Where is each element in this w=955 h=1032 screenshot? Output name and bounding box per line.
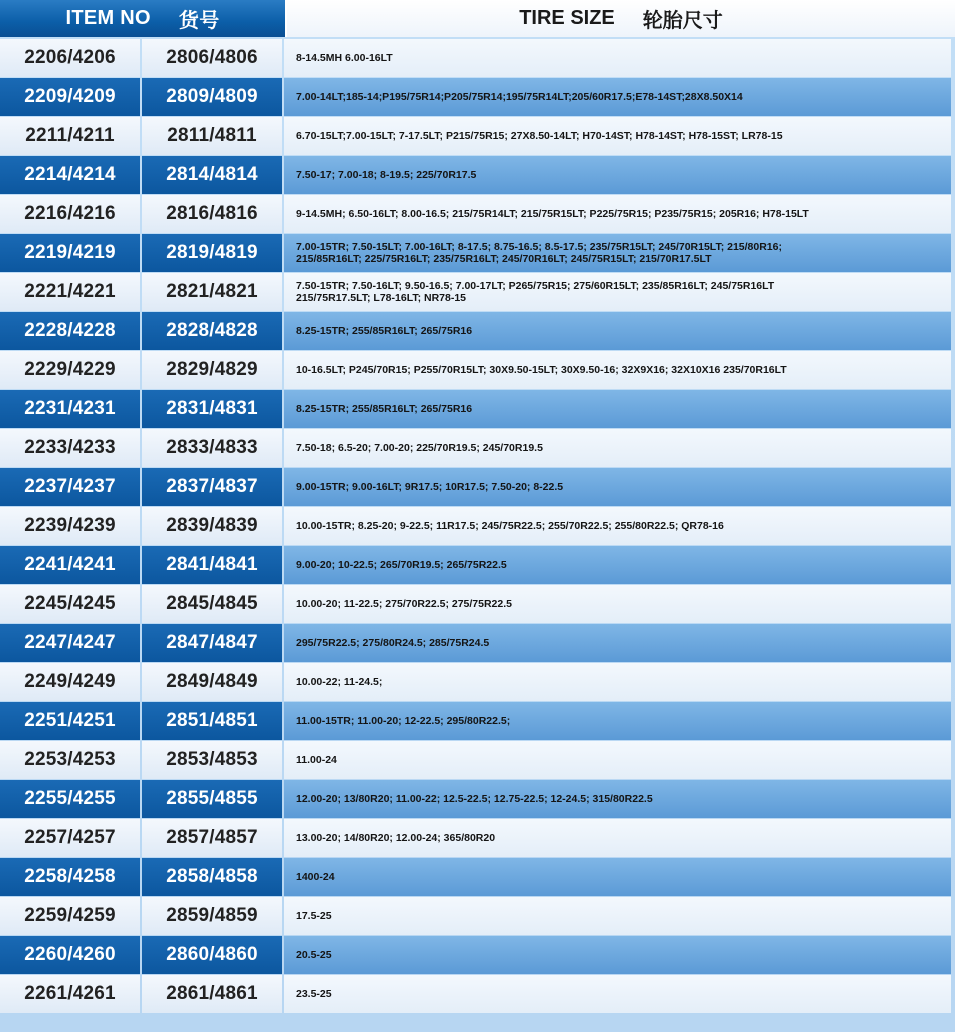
table-row bbox=[0, 975, 955, 1013]
tire-size-cell bbox=[284, 117, 951, 155]
item-code-secondary: 2839/4839 bbox=[142, 507, 282, 545]
item-code-secondary: 2819/4819 bbox=[142, 234, 282, 272]
table-row bbox=[0, 819, 955, 857]
table-row bbox=[0, 624, 955, 662]
tire-size-text: 23.5-25 bbox=[296, 988, 332, 1000]
tire-size-cell bbox=[284, 936, 951, 974]
item-code-primary: 2251/4251 bbox=[0, 702, 140, 740]
tire-size-cell bbox=[284, 390, 951, 428]
item-code-primary: 2216/4216 bbox=[0, 195, 140, 233]
item-code-primary: 2253/4253 bbox=[0, 741, 140, 779]
tire-size-text: 11.00-24 bbox=[296, 754, 337, 766]
tire-size-text: 10.00-20; 11-22.5; 275/70R22.5; 275/75R22.5 bbox=[296, 598, 512, 610]
table-row bbox=[0, 78, 955, 116]
header-item-label-cn: 货号 bbox=[178, 10, 220, 32]
tire-size-text-line2: 215/75R17.5LT; L78-16LT; NR78-15 bbox=[296, 292, 467, 304]
item-code-secondary: 2860/4860 bbox=[142, 936, 282, 974]
table-row bbox=[0, 312, 955, 350]
tire-size-cell bbox=[284, 195, 951, 233]
item-code-primary: 2209/4209 bbox=[0, 78, 140, 116]
item-code-primary: 2249/4249 bbox=[0, 663, 140, 701]
tire-size-cell bbox=[284, 624, 951, 662]
tire-size-cell bbox=[284, 663, 951, 701]
table-row bbox=[0, 741, 955, 779]
tire-size-text: 6.70-15LT;7.00-15LT; 7-17.5LT; P215/75R15; 27X8.50-14LT; H70-14ST; H78-14ST; H78-15ST; LR78-15 bbox=[296, 130, 783, 142]
item-code-primary: 2231/4231 bbox=[0, 390, 140, 428]
tire-size-cell bbox=[284, 858, 951, 896]
table-row bbox=[0, 585, 955, 623]
item-code-primary: 2239/4239 bbox=[0, 507, 140, 545]
table-header bbox=[0, 0, 955, 37]
item-code-primary: 2257/4257 bbox=[0, 819, 140, 857]
table-row bbox=[0, 117, 955, 155]
table-row bbox=[0, 858, 955, 896]
tire-size-cell bbox=[284, 780, 951, 818]
item-code-primary: 2237/4237 bbox=[0, 468, 140, 506]
tire-size-text: 7.50-17; 7.00-18; 8-19.5; 225/70R17.5 bbox=[296, 169, 477, 181]
tire-size-cell bbox=[284, 312, 951, 350]
table-body bbox=[0, 39, 955, 1013]
tire-size-text: 9.00-15TR; 9.00-16LT; 9R17.5; 10R17.5; 7.50-20; 8-22.5 bbox=[296, 481, 564, 493]
item-code-primary: 2245/4245 bbox=[0, 585, 140, 623]
tire-size-cell bbox=[284, 897, 951, 935]
item-code-secondary: 2821/4821 bbox=[142, 273, 282, 311]
item-code-secondary: 2828/4828 bbox=[142, 312, 282, 350]
tire-size-text: 8-14.5MH 6.00-16LT bbox=[296, 52, 393, 64]
tire-size-text: 7.50-18; 6.5-20; 7.00-20; 225/70R19.5; 245/70R19.5 bbox=[296, 442, 543, 454]
table-row bbox=[0, 156, 955, 194]
item-code-primary: 2211/4211 bbox=[0, 117, 140, 155]
item-code-primary: 2261/4261 bbox=[0, 975, 140, 1013]
item-code-primary: 2260/4260 bbox=[0, 936, 140, 974]
item-code-primary: 2206/4206 bbox=[0, 39, 140, 77]
table-row bbox=[0, 468, 955, 506]
item-code-secondary: 2861/4861 bbox=[142, 975, 282, 1013]
tire-size-text: 11.00-15TR; 11.00-20; 12-22.5; 295/80R22.5; bbox=[296, 715, 511, 727]
header-tire-size bbox=[285, 0, 955, 37]
item-code-secondary: 2809/4809 bbox=[142, 78, 282, 116]
table-row bbox=[0, 702, 955, 740]
header-size-label: TIRE SIZE bbox=[519, 7, 615, 29]
item-code-primary: 2219/4219 bbox=[0, 234, 140, 272]
item-code-primary: 2233/4233 bbox=[0, 429, 140, 467]
tire-size-cell bbox=[284, 39, 951, 77]
header-size-label-cn: 轮胎尺寸 bbox=[642, 10, 723, 32]
tire-size-text-line2: 215/85R16LT; 225/75R16LT; 235/75R16LT; 245/70R16LT; 245/75R15LT; 215/70R17.5LT bbox=[296, 253, 712, 265]
tire-size-cell bbox=[284, 78, 951, 116]
tire-size-text: 295/75R22.5; 275/80R24.5; 285/75R24.5 bbox=[296, 637, 490, 649]
table-row bbox=[0, 780, 955, 818]
item-code-secondary: 2829/4829 bbox=[142, 351, 282, 389]
item-code-secondary: 2814/4814 bbox=[142, 156, 282, 194]
table-row bbox=[0, 936, 955, 974]
tire-size-cell bbox=[284, 741, 951, 779]
item-code-secondary: 2849/4849 bbox=[142, 663, 282, 701]
table-row bbox=[0, 39, 955, 77]
item-code-primary: 2229/4229 bbox=[0, 351, 140, 389]
tire-size-cell bbox=[284, 468, 951, 506]
item-code-secondary: 2845/4845 bbox=[142, 585, 282, 623]
table-row bbox=[0, 273, 955, 311]
tire-size-cell bbox=[284, 546, 951, 584]
tire-size-text: 7.00-14LT;185-14;P195/75R14;P205/75R14;195/75R14LT;205/60R17.5;E78-14ST;28X8.50X14 bbox=[296, 91, 743, 103]
item-code-secondary: 2847/4847 bbox=[142, 624, 282, 662]
item-code-primary: 2221/4221 bbox=[0, 273, 140, 311]
tire-size-text: 7.50-15TR; 7.50-16LT; 9.50-16.5; 7.00-17LT; P265/75R15; 275/60R15LT; 235/85R16LT; 245/75R16LT bbox=[296, 280, 775, 292]
tire-size-text: 10-16.5LT; P245/70R15; P255/70R15LT; 30X9.50-15LT; 30X9.50-16; 32X9X16; 32X10X16 235/70R16LT bbox=[296, 364, 787, 376]
tire-size-cell bbox=[284, 819, 951, 857]
tire-size-text: 10.00-15TR; 8.25-20; 9-22.5; 11R17.5; 245/75R22.5; 255/70R22.5; 255/80R22.5; QR78-16 bbox=[296, 520, 724, 532]
item-code-secondary: 2859/4859 bbox=[142, 897, 282, 935]
tire-size-text: 9-14.5MH; 6.50-16LT; 8.00-16.5; 215/75R14LT; 215/75R15LT; P225/75R15; P235/75R15; 205R16; H78-15LT bbox=[296, 208, 809, 220]
item-code-secondary: 2811/4811 bbox=[142, 117, 282, 155]
tire-size-cell bbox=[284, 273, 951, 311]
table-row bbox=[0, 663, 955, 701]
tire-size-text: 13.00-20; 14/80R20; 12.00-24; 365/80R20 bbox=[296, 832, 496, 844]
tire-size-cell bbox=[284, 975, 951, 1013]
table-row bbox=[0, 390, 955, 428]
item-code-primary: 2258/4258 bbox=[0, 858, 140, 896]
item-code-secondary: 2833/4833 bbox=[142, 429, 282, 467]
tire-size-cell bbox=[284, 234, 951, 272]
tire-size-cell bbox=[284, 507, 951, 545]
tire-size-text: 1400-24 bbox=[296, 871, 335, 883]
tire-size-text: 8.25-15TR; 255/85R16LT; 265/75R16 bbox=[296, 403, 473, 415]
item-code-secondary: 2831/4831 bbox=[142, 390, 282, 428]
item-code-secondary: 2855/4855 bbox=[142, 780, 282, 818]
tire-size-cell bbox=[284, 351, 951, 389]
tire-size-text: 20.5-25 bbox=[296, 949, 332, 961]
tire-size-cell bbox=[284, 702, 951, 740]
tire-size-text: 8.25-15TR; 255/85R16LT; 265/75R16 bbox=[296, 325, 473, 337]
item-code-primary: 2214/4214 bbox=[0, 156, 140, 194]
item-code-secondary: 2841/4841 bbox=[142, 546, 282, 584]
header-item-label: ITEM NO bbox=[65, 7, 151, 29]
item-code-primary: 2228/4228 bbox=[0, 312, 140, 350]
item-code-secondary: 2857/4857 bbox=[142, 819, 282, 857]
item-code-secondary: 2853/4853 bbox=[142, 741, 282, 779]
table-row bbox=[0, 507, 955, 545]
item-code-primary: 2247/4247 bbox=[0, 624, 140, 662]
item-code-primary: 2241/4241 bbox=[0, 546, 140, 584]
item-code-secondary: 2837/4837 bbox=[142, 468, 282, 506]
tire-size-text: 17.5-25 bbox=[296, 910, 332, 922]
tire-size-text: 12.00-20; 13/80R20; 11.00-22; 12.5-22.5; 12.75-22.5; 12-24.5; 315/80R22.5 bbox=[296, 793, 653, 805]
table-row bbox=[0, 429, 955, 467]
item-code-primary: 2259/4259 bbox=[0, 897, 140, 935]
tire-size-text: 7.00-15TR; 7.50-15LT; 7.00-16LT; 8-17.5; 8.75-16.5; 8.5-17.5; 235/75R15LT; 245/70R15LT; 215/80R16; bbox=[296, 241, 782, 253]
tire-size-text: 9.00-20; 10-22.5; 265/70R19.5; 265/75R22.5 bbox=[296, 559, 507, 571]
table-row bbox=[0, 897, 955, 935]
header-item-no bbox=[0, 0, 285, 37]
item-code-secondary: 2858/4858 bbox=[142, 858, 282, 896]
tire-size-cell bbox=[284, 429, 951, 467]
tire-size-cell bbox=[284, 585, 951, 623]
table-row bbox=[0, 546, 955, 584]
table-row bbox=[0, 351, 955, 389]
item-code-secondary: 2806/4806 bbox=[142, 39, 282, 77]
table-row bbox=[0, 195, 955, 233]
table-row bbox=[0, 234, 955, 272]
item-code-primary: 2255/4255 bbox=[0, 780, 140, 818]
item-code-secondary: 2851/4851 bbox=[142, 702, 282, 740]
tire-size-cell bbox=[284, 156, 951, 194]
item-code-secondary: 2816/4816 bbox=[142, 195, 282, 233]
tire-size-text: 10.00-22; 11-24.5; bbox=[296, 676, 383, 688]
